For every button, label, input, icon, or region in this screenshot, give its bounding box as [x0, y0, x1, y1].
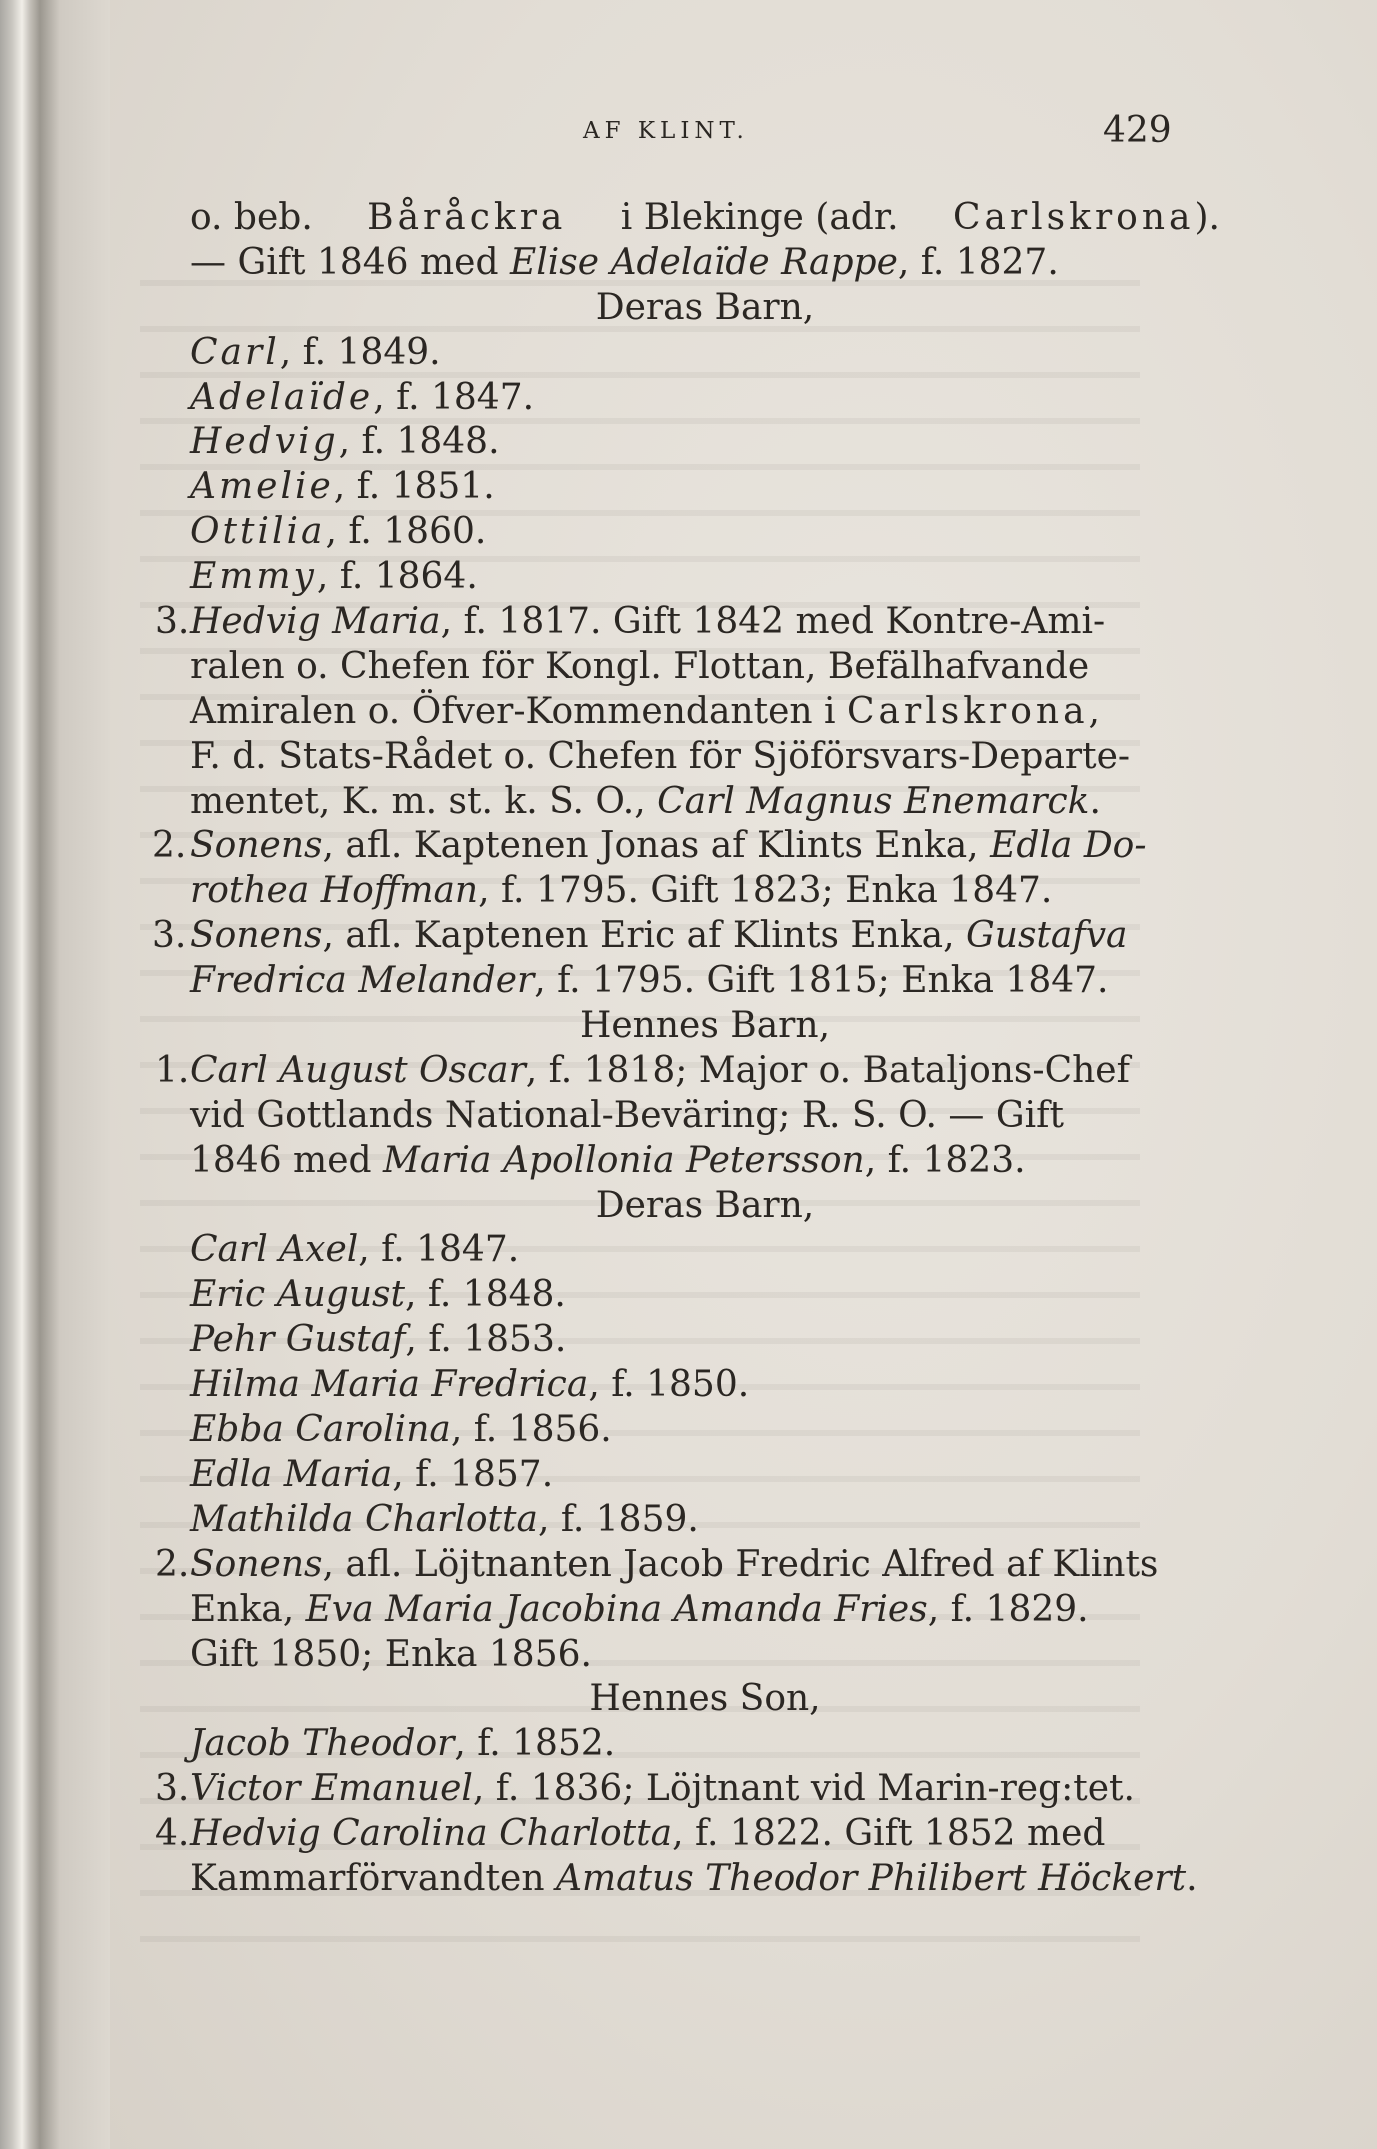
text-line: 4. Hedvig Carolina Charlotta , f. 1822. Gift 1852 med — [155, 1813, 1106, 1855]
section-heading: Deras Barn, — [595, 1184, 815, 1226]
running-title: AF KLINT. — [583, 118, 749, 144]
text-line: Kammarförvandten Amatus Theodor Philibert Höckert . — [190, 1857, 1198, 1899]
list-item: Carl , f. 1849. — [190, 331, 441, 373]
list-item: Edla Maria , f. 1857. — [190, 1453, 554, 1495]
list-item: Hilma Maria Fredrica , f. 1850. — [190, 1364, 750, 1406]
section-heading: Deras Barn, — [595, 286, 815, 328]
text-line: Enka, Eva Maria Jacobina Amanda Fries , f. 1829. — [190, 1588, 1089, 1630]
list-item: Pehr Gustaf , f. 1853. — [190, 1319, 567, 1361]
list-item: Hedvig , f. 1848. — [190, 421, 500, 463]
section-heading: Hennes Barn, — [579, 1005, 831, 1047]
text-line: Fredrica Melander , f. 1795. Gift 1815; Enka 1847. — [190, 960, 1109, 1002]
page-body — [152, 196, 1220, 1902]
list-item: Mathilda Charlotta , f. 1859. — [190, 1498, 699, 1540]
list-item: Jacob Theodor , f. 1852. — [190, 1723, 616, 1765]
book-binding-gutter — [0, 0, 110, 2149]
text-line: vid Gottlands National-Beväring; R. S. O. — Gift — [190, 1094, 1064, 1136]
text-line: mentet, K. m. st. k. S. O., Carl Magnus Enemarck . — [190, 780, 1101, 822]
text-line: 2. Sonens , afl. Löjtnanten Jacob Fredric Alfred af Klints — [155, 1543, 1159, 1585]
text-line: 3. Sonens , afl. Kaptenen Eric af Klints Enka, Gustafva — [152, 915, 1128, 957]
text-line: 2. Sonens , afl. Kaptenen Jonas af Klints Enka, Edla Do- — [152, 825, 1147, 867]
list-item: Ottilia , f. 1860. — [190, 511, 487, 553]
list-item: Amelie , f. 1851. — [190, 466, 495, 508]
list-item: Eric August , f. 1848. — [190, 1274, 566, 1316]
text-line: 3. Victor Emanuel , f. 1836; Löjtnant vid Marin-reg:tet. — [155, 1768, 1135, 1810]
text-line: 1846 med Maria Apollonia Petersson , f. 1823. — [190, 1139, 1026, 1181]
text-line: 1. Carl August Oscar , f. 1818; Major o. Bataljons-Chef — [155, 1049, 1130, 1091]
page-number: 429 — [1103, 110, 1172, 151]
list-item: Carl Axel , f. 1847. — [190, 1229, 520, 1271]
text-line: F. d. Stats-Rådet o. Chefen för Sjöförsvars-Departe- — [190, 735, 1131, 777]
text-line: o. beb. Båråckra i Blekinge (adr. Carlskrona). — [190, 197, 1220, 238]
text-line: Amiralen o. Öfver-Kommendanten i Carlskrona , — [190, 690, 1100, 732]
list-item: Ebba Carolina , f. 1856. — [190, 1409, 612, 1451]
text-line: Gift 1850; Enka 1856. — [190, 1633, 592, 1675]
text-line: ralen o. Chefen för Kongl. Flottan, Befälhafvande — [190, 645, 1090, 687]
list-item: Emmy , f. 1864. — [190, 556, 478, 598]
text-line: 3. Hedvig Maria, f. 1817. Gift 1842 med Kontre-Ami- — [155, 601, 1106, 643]
text-line: rothea Hoffman , f. 1795. Gift 1823; Enka 1847. — [190, 870, 1053, 912]
text-line: — Gift 1846 med Elise Adelaïde Rappe , f. 1827. — [190, 241, 1059, 283]
page-header — [0, 110, 1377, 160]
list-item: Adelaïde , f. 1847. — [190, 376, 535, 418]
section-heading: Hennes Son, — [589, 1678, 821, 1720]
